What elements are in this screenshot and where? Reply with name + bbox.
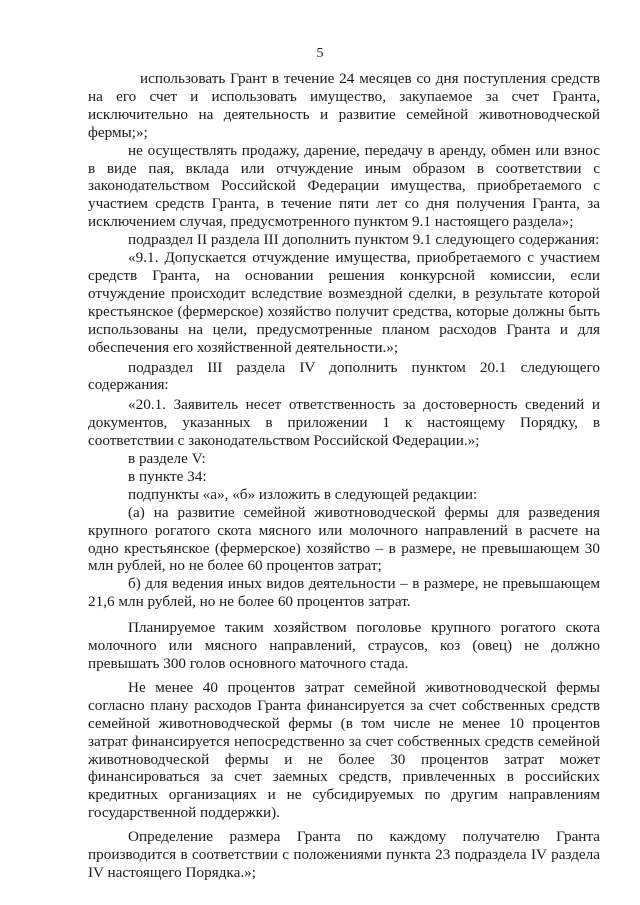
paragraph-livestock-limit: Планируемое таким хозяйством поголовье крупного рогатого скота молочного или мясного направлений, страусов, коз (овец) не должно превышать 300 голов основного маточного стада. [88, 619, 600, 672]
paragraph-add-item-20-1: подраздел III раздела IV дополнить пунктом 20.1 следующего содержания: [88, 358, 600, 394]
paragraph-grant-size: Определение размера Гранта по каждому получателю Гранта производится в соответствии с положениями пункта 23 подраздела IV раздела IV настоящего Порядка.»; [88, 828, 600, 881]
paragraph-section-v: в разделе V: [128, 450, 206, 468]
paragraph-own-funds: Не менее 40 процентов затрат семейной животноводческой фермы согласно плану расходов Гранта финансируется за счет собственных средств семейной животноводческой фермы (в том числе не менее 10 процентов затрат финансируется непосредственно за счет собственных средств семейной животноводческой фермы и не более 30 процентов затрат может финансироваться за счет заемных средств, привлеченных в российских кредитных организациях и не субсидируемых по другим направлениям государственной поддержки). [88, 678, 600, 822]
paragraph-no-alienation: не осуществлять продажу, дарение, передачу в аренду, обмен или взнос в виде пая, вклада или отчуждение иным образом в соответствии с законодательством Российской Федерации имущества, приобретаемого с участием средств Гранта, в течение пяти лет со дня получения Гранта, за исключением случая, предусмотренного пунктом 9.1 настоящего раздела»; [88, 141, 600, 231]
paragraph-subitem-b: б) для ведения иных видов деятельности – в размере, не превышающем 21,6 млн рублей, но не более 60 процентов затрат. [88, 575, 600, 611]
page-number: 5 [316, 46, 324, 61]
paragraph-item-34: в пункте 34: [128, 467, 207, 485]
paragraph-add-item-9-1: подраздел II раздела III дополнить пунктом 9.1 следующего содержания: [128, 231, 600, 249]
paragraph-grant-usage-period: использовать Грант в течение 24 месяцев со дня поступления средств на его счет и использовать имущество, закупаемое за счет Гранта, исключительно на деятельность и развитие семейной животноводческой фермы;»; [88, 70, 600, 141]
paragraph-subitem-a: (а) на развитие семейной животноводческой фермы для разведения крупного рогатого скота мясного или молочного направлений в расчете на одно крестьянское (фермерское) хозяйство – в размере, не превышающем 30 млн рублей, но не более 60 процентов затрат; [88, 503, 600, 575]
paragraph-item-20-1: «20.1. Заявитель несет ответственность за достоверность сведений и документов, указанных в приложении 1 к настоящему Порядку, в соответствии с законодательством Российской Федерации.»; [88, 396, 600, 450]
document-body [88, 70, 600, 882]
paragraph-item-9-1: «9.1. Допускается отчуждение имущества, приобретаемого с участием средств Гранта, на основании решения конкурсной комиссии, если отчуждение происходит вследствие возмездной сделки, в результате которой крестьянское (фермерское) хозяйство получит средства, которые должны быть использованы на цели, предусмотренные планом расходов Гранта и для обеспечения его хозяйственной деятельности.»; [88, 249, 600, 356]
paragraph-subitems-a-b: подпункты «а», «б» изложить в следующей редакции: [128, 485, 478, 503]
